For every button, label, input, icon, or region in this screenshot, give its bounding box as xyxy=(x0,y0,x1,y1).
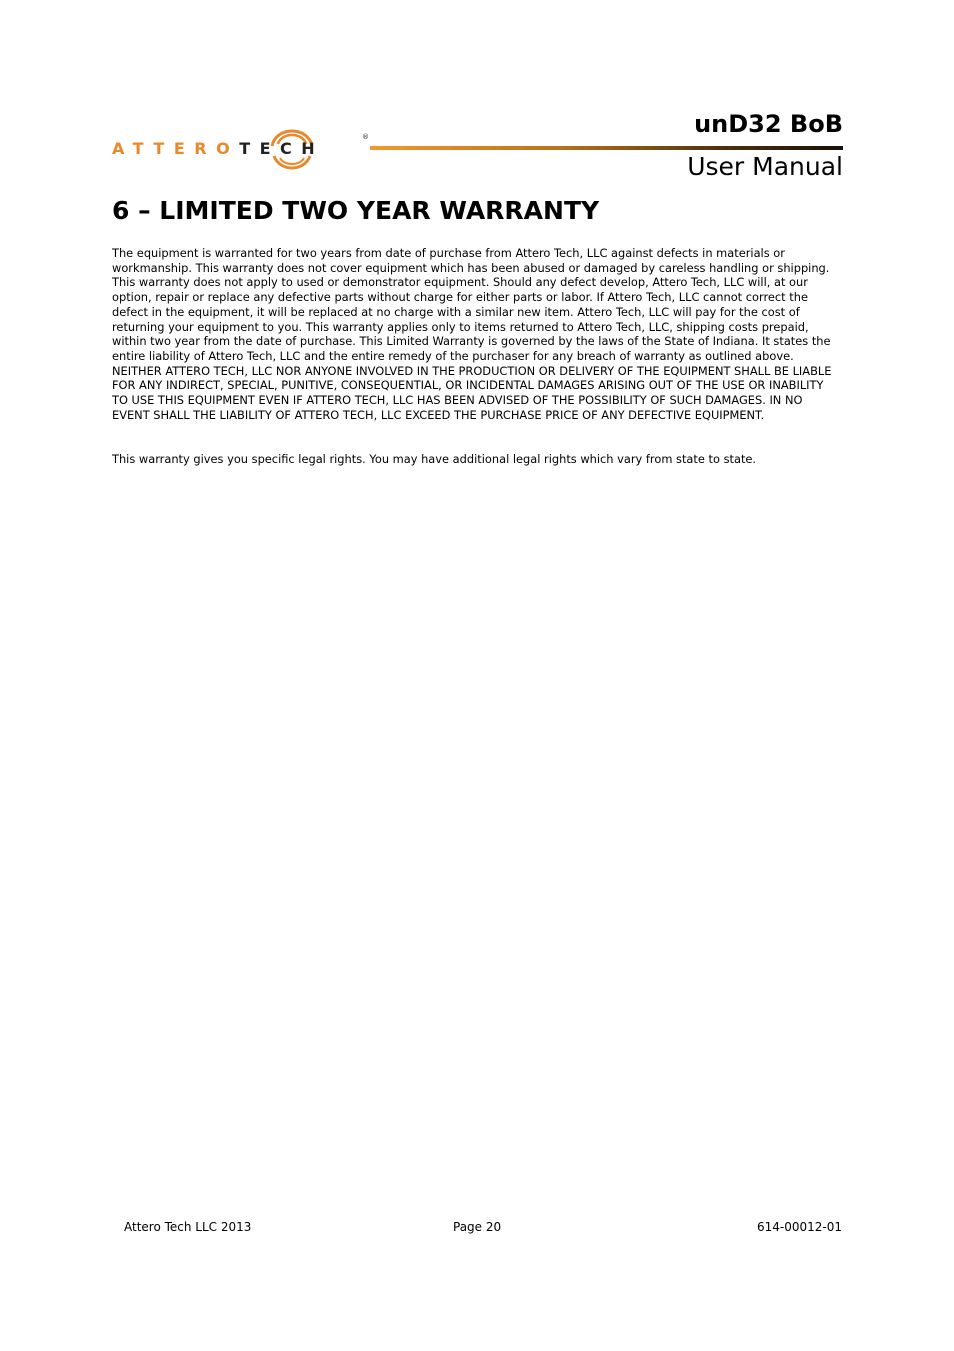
logo-text-atter: ATTERO xyxy=(112,139,240,158)
section-heading: 6 – LIMITED TWO YEAR WARRANTY xyxy=(112,196,600,225)
document-subtitle: User Manual xyxy=(687,152,843,181)
logo-wordmark xyxy=(112,139,324,158)
document-title: unD32 BoB xyxy=(694,110,843,138)
registered-mark: ® xyxy=(362,133,369,141)
page-footer xyxy=(0,1220,954,1240)
logo-text-tech: TECH xyxy=(239,139,325,158)
attero-tech-logo xyxy=(112,116,372,178)
footer-company: Attero Tech LLC 2013 xyxy=(124,1220,252,1234)
page-header xyxy=(0,0,954,200)
footer-page-number: Page 20 xyxy=(453,1220,502,1234)
footer-doc-number: 614-00012-01 xyxy=(756,1220,842,1234)
header-rule xyxy=(370,146,843,150)
legal-rights-paragraph: This warranty gives you specific legal rights. You may have additional legal rights which vary from state to state. xyxy=(112,452,757,466)
warranty-paragraph: The equipment is warranted for two years from date of purchase from Attero Tech, LLC against defects in materials or workmanship. This warranty does not cover equipment which has been abused or damaged by careless handling or shipping. This warranty does not apply to used or demonstrator equipment. Should any defect develop, Attero Tech, LLC will, at our option, repair or replace any defective parts without charge for either parts or labor. If Attero Tech, LLC cannot correct the defect in the equipment, it will be replaced at no charge with a similar new item. Attero Tech, LLC will pay for the cost of returning your equipment to you. This warranty applies only to items returned to Attero Tech, LLC, shipping costs prepaid, within two year from the date of purchase. This Limited Warranty is governed by the laws of the State of Indiana. It states the entire liability of Attero Tech, LLC and the entire remedy of the purchaser for any breach of warranty as outlined above. NEITHER ATTERO TECH, LLC NOR ANYONE INVOLVED IN THE PRODUCTION OR DELIVERY OF THE EQUIPMENT SHALL BE LIABLE FOR ANY INDIRECT, SPECIAL, PUNITIVE, CONSEQUENTIAL, OR INCIDENTAL DAMAGES ARISING OUT OF THE USE OR INABILITY TO USE THIS EQUIPMENT EVEN IF ATTERO TECH, LLC HAS BEEN ADVISED OF THE POSSIBILITY OF SUCH DAMAGES. IN NO EVENT SHALL THE LIABILITY OF ATTERO TECH, LLC EXCEED THE PURCHASE PRICE OF ANY DEFECTIVE EQUIPMENT. xyxy=(112,246,832,422)
